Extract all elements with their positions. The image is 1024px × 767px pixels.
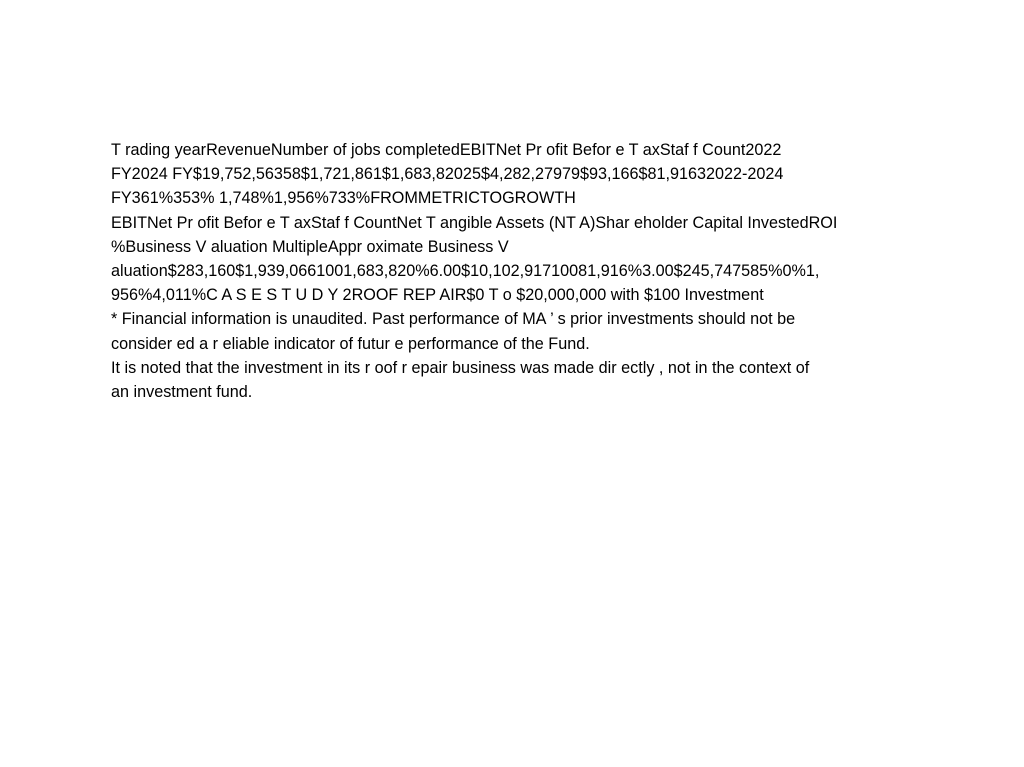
text-line: %Business V aluation MultipleAppr oximate Business V xyxy=(111,237,509,256)
text-line: 956%4,011%C A S E S T U D Y 2ROOF REP AIR$0 T o $20,000,000 with $100 Investment xyxy=(111,286,764,305)
disclaimer-line: * Financial information is unaudited. Past performance of MA ’ s prior investments should not be xyxy=(111,310,796,329)
text-line: FY361%353% 1,748%1,956%733%FROMMETRICTOGROWTH xyxy=(111,189,576,208)
text-line: EBITNet Pr ofit Befor e T axStaf f CountNet T angible Assets (NT A)Shar eholder Capital InvestedROI xyxy=(111,213,838,232)
note-line: It is noted that the investment in its r oof r epair business was made dir ectly , not in the context of xyxy=(111,358,810,377)
text-line: aluation$283,160$1,939,0661001,683,820%6.00$10,102,91710081,916%3.00$245,747585%0%1, xyxy=(111,262,820,281)
text-line: FY2024 FY$19,752,56358$1,721,861$1,683,82025$4,282,27979$93,166$81,91632022-2024 xyxy=(111,165,784,184)
disclaimer-line: consider ed a r eliable indicator of futur e performance of the Fund. xyxy=(111,334,590,353)
body-text-block xyxy=(111,138,926,404)
text-line: T rading yearRevenueNumber of jobs completedEBITNet Pr ofit Befor e T axStaf f Count2022 xyxy=(111,141,782,159)
note-line: an investment fund. xyxy=(111,383,253,402)
